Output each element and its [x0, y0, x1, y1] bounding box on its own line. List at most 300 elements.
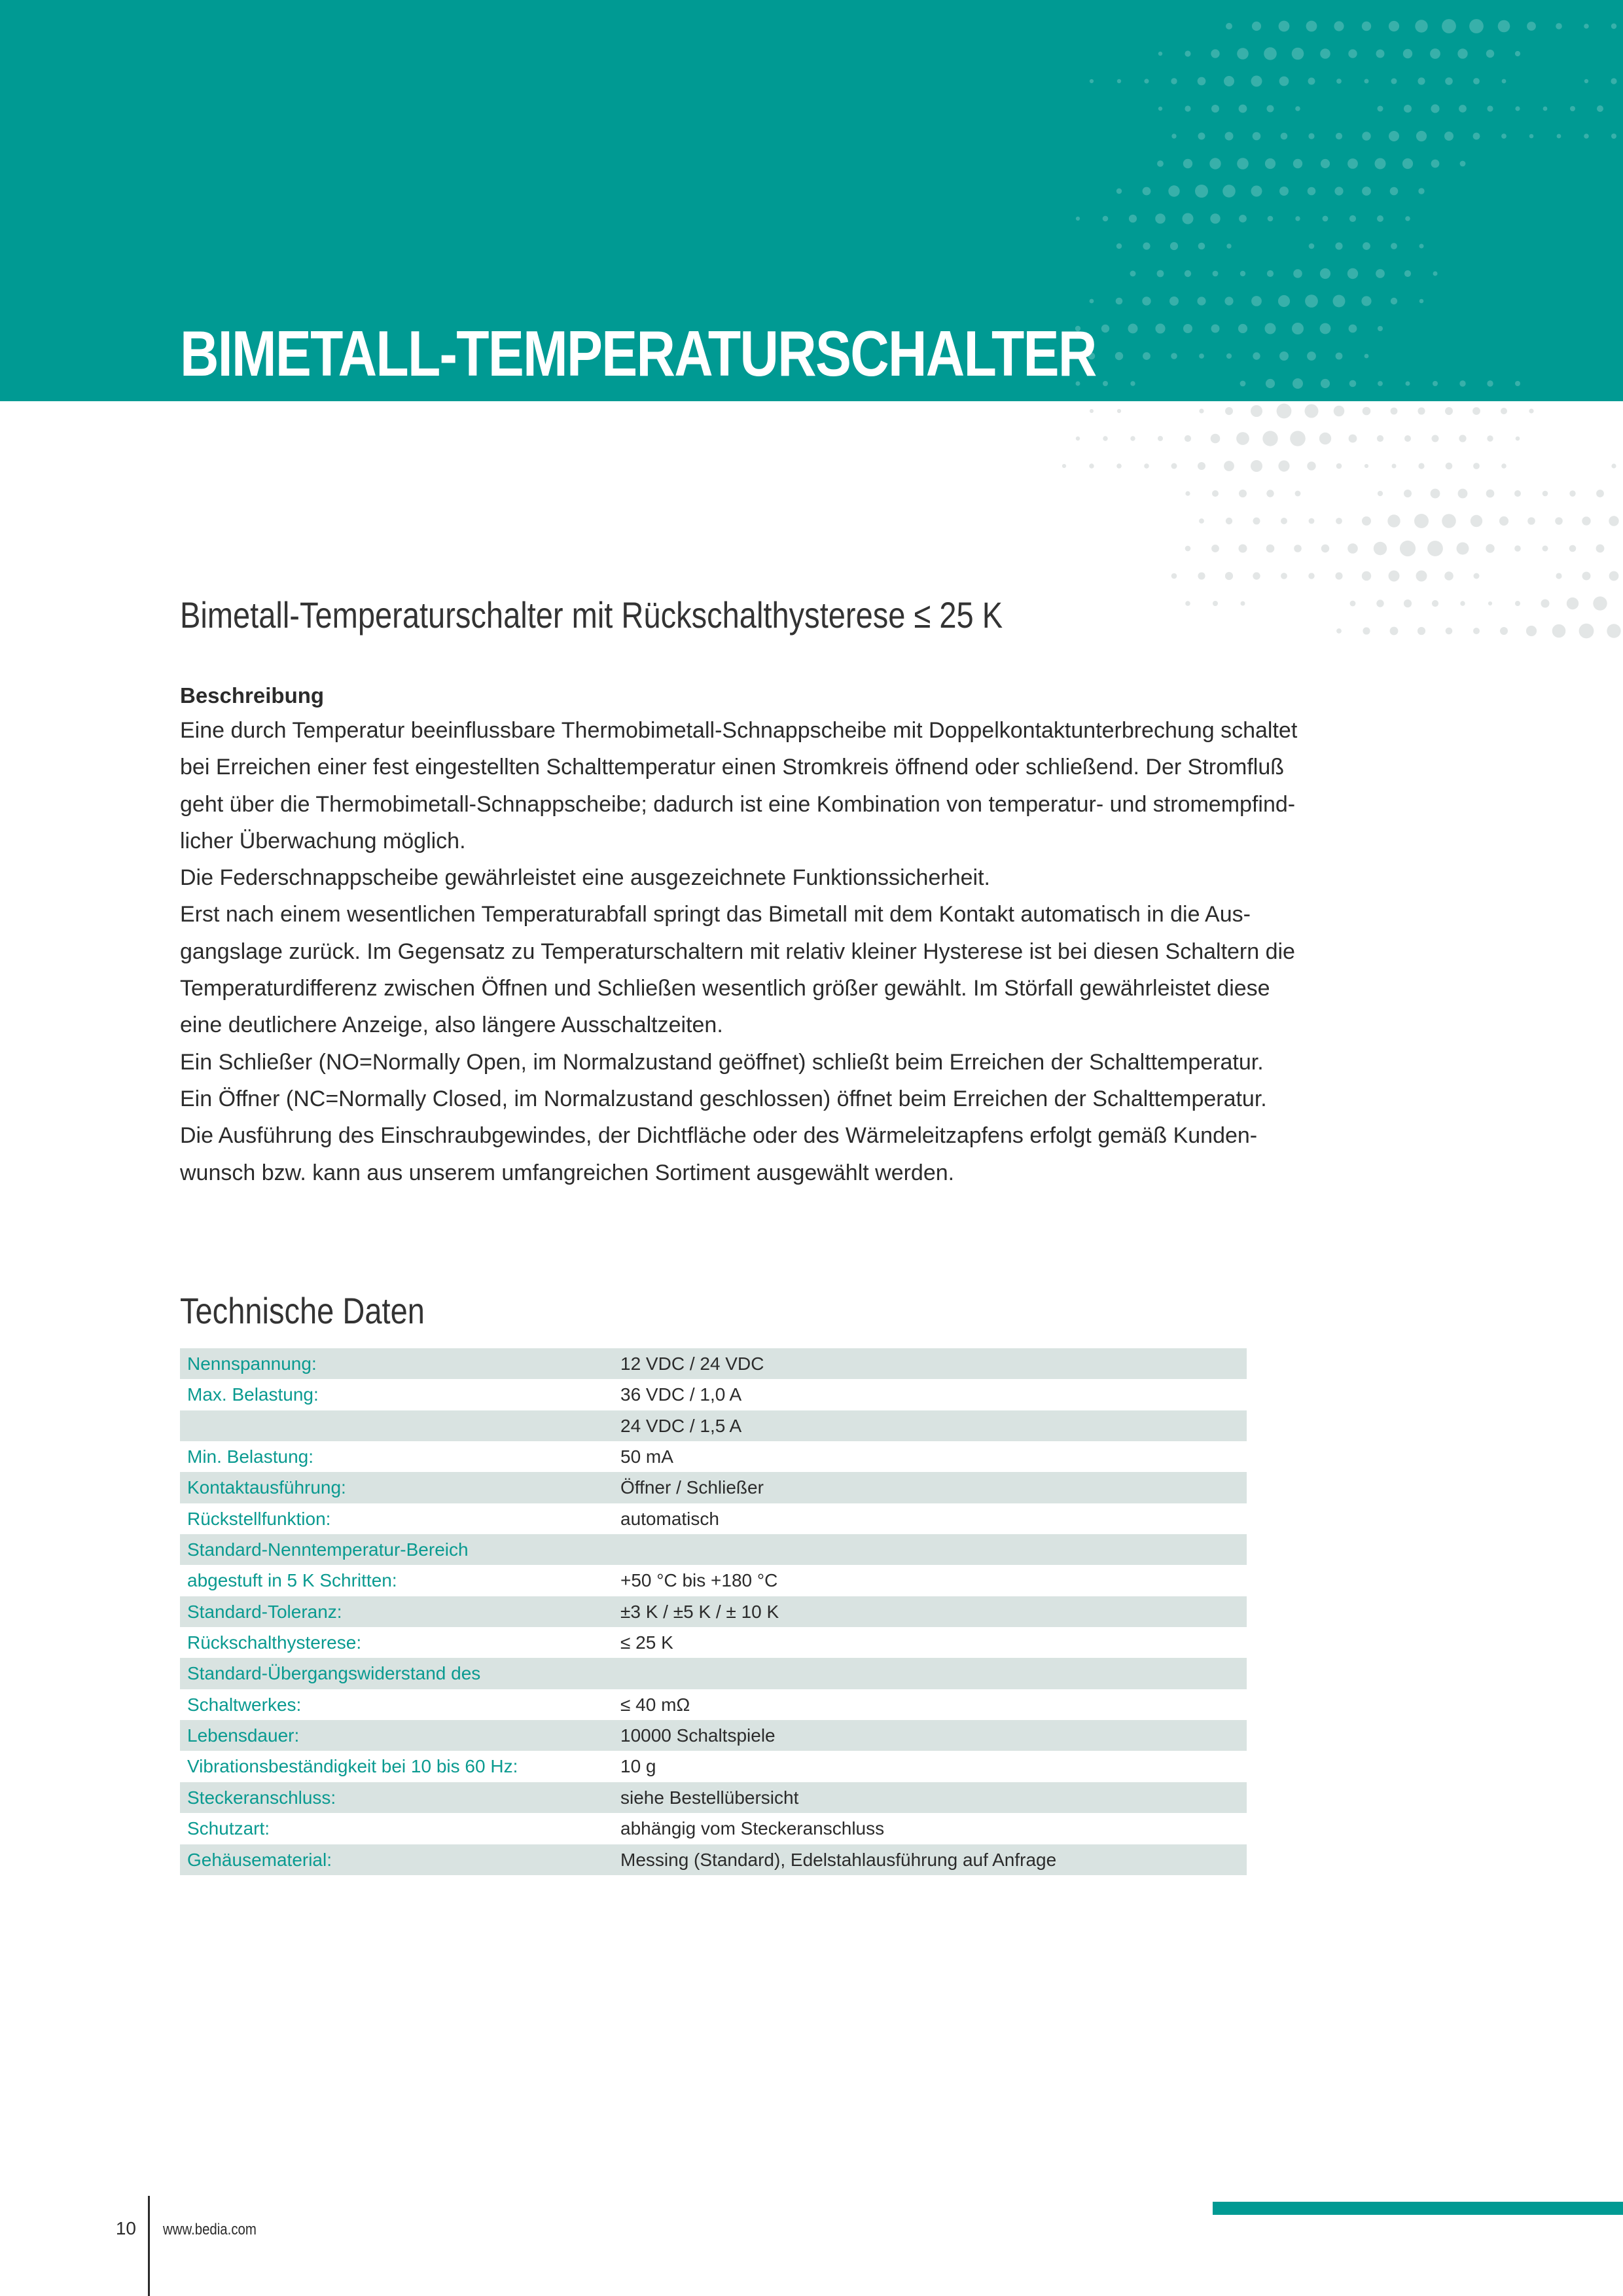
decorative-dot: [1376, 269, 1385, 278]
decorative-dot: [1376, 50, 1385, 58]
decorative-dot: [1349, 325, 1357, 333]
decorative-dot: [1473, 628, 1480, 634]
decorative-dot: [1266, 490, 1274, 497]
description-line: bei Erreichen einer fest eingestellten Schalttemperatur einen Stromkreis öffnend oder schließend. Der Stromfluß: [180, 755, 1285, 780]
decorative-dot: [1363, 407, 1371, 416]
decorative-dot: [1281, 573, 1287, 579]
decorative-dot: [1168, 185, 1179, 196]
decorative-dot: [1293, 159, 1302, 168]
decorative-dot: [1446, 463, 1453, 470]
decorative-dot: [1515, 51, 1520, 56]
spec-label: Vibrationsbeständigkeit bei 10 bis 60 Hz:: [187, 1756, 518, 1777]
decorative-dot: [1499, 516, 1508, 526]
spec-row: [180, 1720, 1247, 1751]
decorative-dot: [1321, 379, 1330, 388]
decorative-dot: [1335, 572, 1342, 579]
decorative-dot: [1391, 243, 1397, 249]
decorative-dot: [1225, 132, 1234, 141]
decorative-dot: [1116, 298, 1123, 305]
decorative-dot: [1101, 325, 1109, 332]
decorative-dot: [1596, 545, 1605, 553]
decorative-dot: [1582, 572, 1591, 581]
decorative-dot: [1597, 105, 1603, 112]
decorative-dot: [1143, 242, 1150, 249]
decorative-dot: [1239, 545, 1247, 553]
decorative-dot: [1307, 461, 1315, 470]
decorative-dot: [1473, 78, 1480, 84]
decorative-dot: [1347, 158, 1358, 169]
decorative-dot: [1199, 408, 1204, 413]
decorative-dot: [1473, 463, 1480, 469]
decorative-dot: [1290, 431, 1306, 446]
decorative-dot: [1404, 105, 1412, 113]
decorative-dot: [1596, 490, 1604, 497]
decorative-dot: [1295, 216, 1300, 221]
decorative-dot: [1279, 77, 1289, 86]
decorative-dot: [1442, 19, 1456, 33]
decorative-dot: [1418, 463, 1424, 469]
decorative-dot: [1584, 79, 1588, 83]
decorative-dot: [1076, 217, 1080, 221]
decorative-dot: [1321, 159, 1330, 168]
spec-value: 50 mA: [620, 1446, 673, 1467]
decorative-dot: [1334, 406, 1345, 417]
decorative-dot: [1567, 598, 1578, 609]
decorative-dot: [1171, 573, 1177, 579]
decorative-dot: [1336, 79, 1342, 84]
decorative-dot: [1211, 49, 1219, 58]
decorative-dot: [1236, 432, 1249, 445]
decorative-dot: [1294, 545, 1302, 552]
decorative-dot: [1334, 21, 1344, 31]
decorative-dot: [1364, 354, 1369, 359]
decorative-dot: [1320, 268, 1330, 279]
decorative-dot: [1169, 296, 1179, 306]
decorative-dot: [1378, 326, 1383, 331]
page-number: 10: [115, 2218, 136, 2238]
decorative-dot: [1130, 436, 1135, 440]
decorative-dot: [1226, 353, 1232, 359]
decorative-dot: [1543, 107, 1548, 111]
spec-value: ≤ 25 K: [620, 1632, 673, 1653]
footer-url: www.bedia.com: [163, 2221, 257, 2238]
decorative-dot: [1348, 49, 1357, 58]
decorative-dot: [1183, 213, 1194, 224]
decorative-dot: [1224, 461, 1234, 471]
decorative-dot: [1607, 624, 1620, 637]
decorative-dot: [1389, 131, 1399, 141]
decorative-dot: [1378, 491, 1383, 496]
decorative-dot: [1117, 79, 1121, 83]
decorative-dot: [1552, 624, 1566, 638]
decorative-dot: [1225, 407, 1233, 415]
decorative-dot: [1281, 518, 1287, 524]
decorative-dot: [1279, 351, 1289, 361]
spec-row: [180, 1565, 1247, 1596]
spec-table: [180, 1348, 1247, 1875]
decorative-dot: [1183, 159, 1192, 168]
decorative-dot: [1418, 188, 1424, 194]
decorative-dot: [1460, 161, 1466, 167]
decorative-dot: [1240, 381, 1246, 387]
decorative-dot: [1515, 381, 1520, 386]
decorative-dot: [1239, 105, 1247, 113]
decorative-dot: [1333, 295, 1346, 308]
decorative-dot: [1444, 132, 1454, 141]
decorative-dot: [1471, 515, 1482, 527]
decorative-dot: [1336, 518, 1342, 524]
decorative-dot: [1144, 463, 1149, 469]
decorative-dot: [1555, 517, 1563, 525]
decorative-dot: [1279, 21, 1290, 32]
decorative-dot: [1143, 352, 1150, 360]
decorative-dot: [1103, 216, 1109, 222]
decorative-dot: [1390, 187, 1399, 196]
decorative-dot: [1265, 323, 1276, 334]
decorative-dot: [1516, 437, 1520, 441]
decorative-dot: [1374, 542, 1387, 555]
decorative-dot: [1185, 50, 1190, 56]
spec-value: +50 °C bis +180 °C: [620, 1570, 778, 1591]
decorative-dot: [1378, 106, 1383, 112]
decorative-dot: [1199, 353, 1204, 359]
decorative-dot: [1459, 435, 1466, 442]
spec-row: [180, 1348, 1247, 1379]
spec-row: [180, 1658, 1247, 1689]
decorative-dot: [1336, 463, 1342, 469]
decorative-dot: [1427, 541, 1443, 556]
decorative-dot: [1226, 23, 1232, 29]
decorative-dot: [1155, 323, 1165, 333]
decorative-dot: [1185, 435, 1191, 442]
decorative-dot: [1116, 243, 1122, 249]
decorative-dot: [1469, 19, 1484, 33]
spec-label: Min. Belastung:: [187, 1446, 313, 1467]
decorative-dot: [1611, 24, 1616, 29]
decorative-dot: [1543, 546, 1548, 552]
spec-value: Öffner / Schließer: [620, 1477, 764, 1498]
decorative-dot: [1157, 160, 1164, 167]
decorative-dot: [1253, 572, 1260, 579]
decorative-dot: [1278, 460, 1289, 471]
decorative-dot: [1362, 22, 1371, 31]
decorative-dot: [1336, 628, 1342, 634]
decorative-dot: [1211, 325, 1220, 333]
decorative-dot: [1320, 48, 1330, 59]
decorative-dot: [1319, 433, 1331, 444]
decorative-dot: [1309, 243, 1315, 249]
decorative-dot: [1459, 380, 1465, 386]
decorative-dot: [1487, 435, 1493, 441]
decorative-dot: [1515, 106, 1520, 111]
spec-label: Standard-Übergangswiderstand des: [187, 1663, 481, 1684]
decorative-dot: [1404, 600, 1412, 607]
decorative-dot: [1349, 380, 1357, 387]
spec-value: automatisch: [620, 1508, 719, 1529]
decorative-dot: [1237, 158, 1249, 170]
decorative-dot: [1253, 132, 1261, 141]
decorative-dot: [1582, 516, 1590, 525]
decorative-dot: [1457, 48, 1467, 58]
decorative-dot: [1611, 463, 1616, 468]
spec-label: Schutzart:: [187, 1818, 270, 1839]
decorative-dot: [1128, 324, 1138, 334]
decorative-dot: [1237, 48, 1249, 60]
decorative-dot: [1320, 323, 1331, 334]
decorative-dot: [1251, 460, 1262, 472]
decorative-dot: [1391, 79, 1397, 84]
decorative-dot: [1089, 463, 1094, 468]
decorative-dot: [1198, 77, 1206, 86]
decorative-dot: [1416, 131, 1427, 141]
decorative-dot: [1090, 79, 1094, 83]
decorative-dot: [1251, 405, 1262, 417]
spec-value: ±3 K / ±5 K / ± 10 K: [620, 1601, 779, 1622]
decorative-dot: [1611, 78, 1616, 84]
decorative-dot: [1556, 23, 1562, 29]
decorative-dot: [1224, 296, 1233, 305]
decorative-dot: [1593, 596, 1607, 610]
decorative-dot: [1362, 187, 1371, 196]
decorative-dot: [1308, 573, 1314, 579]
decorative-dot: [1226, 243, 1231, 248]
decorative-dot: [1414, 514, 1429, 528]
decorative-dot: [1502, 79, 1507, 84]
decorative-dot: [1266, 379, 1275, 388]
decorative-dot: [1403, 49, 1412, 58]
decorative-dot: [1400, 541, 1416, 556]
decorative-dot: [1486, 544, 1494, 552]
decorative-dot: [1142, 296, 1150, 305]
decorative-dot: [1307, 351, 1316, 361]
decorative-dot: [1185, 105, 1190, 111]
decorative-dot: [1213, 601, 1218, 606]
spec-label: Rückschalthysterese:: [187, 1632, 362, 1653]
decorative-dot: [1349, 435, 1357, 443]
description-line: Ein Öffner (NC=Normally Closed, im Normalzustand geschlossen) öffnet beim Erreichen der Schalttemperatur.: [180, 1086, 1267, 1111]
decorative-dot: [1431, 160, 1440, 168]
spec-value: abhängig vom Steckeranschluss: [620, 1818, 885, 1839]
decorative-dot: [1391, 408, 1398, 415]
decorative-dot: [1418, 77, 1425, 84]
spec-label: abgestuft in 5 K Schritten:: [187, 1570, 397, 1591]
decorative-dot: [1387, 514, 1400, 527]
decorative-dot: [1364, 79, 1369, 84]
spec-label: Schaltwerkes:: [187, 1694, 302, 1715]
decorative-dot: [1239, 490, 1247, 497]
decorative-dot: [1130, 271, 1136, 277]
decorative-dot: [1281, 133, 1288, 140]
decorative-dot: [1155, 213, 1166, 224]
description-body: [180, 712, 1371, 1191]
decorative-dot: [1171, 134, 1176, 138]
decorative-dot: [1347, 543, 1358, 554]
decorative-dot: [1362, 132, 1370, 140]
description-line: Temperaturdifferenz zwischen Öffnen und Schließen wesentlich größer gewählt. Im Störfall gewährleistet diese: [180, 976, 1270, 1001]
decorative-dot: [1211, 545, 1219, 552]
decorative-dot: [1238, 324, 1247, 333]
decorative-dot: [1292, 323, 1304, 334]
decorative-dot: [1405, 216, 1410, 221]
decorative-dot: [1265, 158, 1275, 169]
decorative-dot: [1213, 271, 1219, 277]
decorative-dot: [1527, 517, 1535, 525]
decorative-dot: [1569, 545, 1577, 552]
decorative-dot: [1515, 601, 1520, 606]
spec-value: 10 g: [620, 1756, 656, 1777]
decorative-dot: [1446, 628, 1453, 635]
spec-row: [180, 1596, 1247, 1627]
decorative-dot: [1212, 490, 1219, 497]
spec-label: Lebensdauer:: [187, 1725, 300, 1746]
decorative-dot: [1171, 463, 1177, 469]
decorative-dot: [1501, 463, 1507, 469]
decorative-dot: [1251, 186, 1262, 197]
decorative-dot: [1158, 107, 1162, 111]
decorative-dot: [1171, 353, 1177, 359]
decorative-dot: [1309, 518, 1315, 524]
decorative-dot: [1185, 270, 1191, 277]
decorative-dot: [1486, 490, 1495, 498]
decorative-dot: [1362, 571, 1371, 581]
decorative-dot: [1062, 464, 1066, 468]
decorative-dot: [1487, 105, 1493, 111]
decorative-dot: [1514, 545, 1521, 552]
decorative-dot: [1404, 435, 1411, 442]
decorative-dot: [1501, 134, 1507, 139]
decorative-dot: [1198, 243, 1205, 250]
decorative-dot: [1198, 572, 1205, 579]
description-line: Erst nach einem wesentlichen Temperaturabfall springt das Bimetall mit dem Kontakt automatisch in die Aus-: [180, 902, 1251, 927]
decorative-dot: [1266, 545, 1275, 553]
decorative-dot: [1431, 489, 1440, 499]
description-line: Eine durch Temperatur beeinflussbare Thermobimetall-Schnappscheibe mit Doppelkontaktunterbrechung schaltet: [180, 718, 1298, 743]
decorative-dot: [1445, 407, 1453, 415]
spec-row: [180, 1813, 1247, 1844]
decorative-dot: [1198, 462, 1205, 470]
decorative-dot: [1130, 381, 1135, 386]
decorative-dot: [1391, 298, 1397, 304]
spec-label: Standard-Toleranz:: [187, 1601, 342, 1622]
decorative-dot: [1090, 409, 1094, 413]
description-line: gangslage zurück. Im Gegensatz zu Temperaturschaltern mit relativ kleiner Hysterese ist bei diesen Schaltern die: [180, 939, 1295, 964]
decorative-dot: [1198, 133, 1205, 140]
decorative-dot: [1199, 518, 1204, 524]
decorative-dot: [1103, 436, 1107, 440]
description-line: geht über die Thermobimetall-Schnappscheibe; dadurch ist eine Kombination von temperatur- und stromempfind-: [180, 791, 1296, 817]
decorative-dot: [1277, 404, 1292, 419]
decorative-dot: [1144, 79, 1149, 83]
decorative-dot: [1363, 627, 1370, 634]
decorative-dot: [1375, 158, 1386, 170]
decorative-dot: [1116, 463, 1122, 469]
decorative-dot: [1419, 244, 1424, 249]
decorative-dot: [1527, 22, 1536, 31]
decorative-dot: [1252, 22, 1261, 31]
spec-label: Standard-Nenntemperatur-Bereich: [187, 1539, 469, 1560]
decorative-dot: [1514, 490, 1521, 497]
spec-label: Max. Belastung:: [187, 1384, 319, 1405]
decorative-dot: [1308, 78, 1315, 85]
spec-value: 10000 Schaltspiele: [620, 1725, 776, 1746]
spec-row: [180, 1472, 1247, 1503]
decorative-dot: [1253, 352, 1260, 359]
spec-label: Kontaktausführung:: [187, 1477, 346, 1498]
decorative-dot: [1267, 270, 1274, 277]
decorative-dot: [1457, 543, 1469, 555]
decorative-dot: [1103, 381, 1108, 386]
decorative-dot: [1389, 571, 1400, 582]
decorative-dot: [1251, 76, 1262, 87]
decorative-dot: [1419, 299, 1424, 304]
decorative-dot: [1090, 299, 1094, 304]
decorative-dot: [1529, 134, 1534, 139]
spec-row: [180, 1782, 1247, 1813]
description-line: wunsch bzw. kann aus unserem umfangreichen Sortiment ausgewählt werden.: [180, 1160, 955, 1185]
decorative-dot: [1158, 436, 1163, 441]
decorative-dot: [1267, 105, 1274, 113]
decorative-dot: [1185, 601, 1190, 606]
decorative-dot: [1323, 216, 1329, 222]
spec-row: [180, 1441, 1247, 1472]
decorative-dot: [1459, 105, 1467, 113]
decorative-dot: [1170, 242, 1178, 250]
description-line: licher Überwachung möglich.: [180, 828, 466, 853]
decorative-dot: [1240, 271, 1245, 276]
decorative-dot: [1295, 106, 1300, 111]
decorative-dot: [1526, 626, 1537, 636]
spec-label: Rückstellfunktion:: [187, 1508, 331, 1529]
section-subtitle: Bimetall-Temperaturschalter mit Rückschalthysterese ≤ 25 K: [180, 594, 1003, 636]
decorative-dot: [1209, 158, 1221, 169]
decorative-dot: [1362, 516, 1371, 526]
decorative-dot: [1334, 187, 1343, 195]
decorative-dot: [1389, 21, 1399, 31]
decorative-dot: [1541, 600, 1550, 608]
decorative-dot: [1211, 434, 1221, 444]
decorative-dot: [1404, 490, 1412, 497]
decorative-dot: [1498, 20, 1510, 33]
decorative-dot: [1570, 106, 1575, 111]
decorative-dot: [1609, 516, 1618, 526]
decorative-dot: [1295, 491, 1301, 497]
description-heading: Beschreibung: [180, 683, 325, 708]
decorative-dot: [1305, 404, 1319, 418]
decorative-dot: [1268, 216, 1274, 222]
decorative-dot: [1226, 518, 1232, 524]
spec-value: 12 VDC / 24 VDC: [620, 1354, 764, 1374]
decorative-dot: [1543, 491, 1548, 497]
decorative-dot: [1171, 78, 1177, 84]
decorative-dot: [1415, 20, 1427, 32]
decorative-dot: [1431, 104, 1439, 113]
decorative-dot: [1350, 601, 1356, 607]
spec-row: [180, 1379, 1247, 1410]
decorative-dot: [1529, 408, 1533, 413]
decorative-dot: [1584, 24, 1589, 29]
description-line: Die Federschnappscheibe gewährleistet eine ausgezeichnete Funktionssicherheit.: [180, 865, 990, 891]
decorative-dot: [1185, 546, 1191, 552]
decorative-dot: [1432, 600, 1438, 607]
spec-row: [180, 1751, 1247, 1782]
decorative-dot: [1416, 571, 1427, 582]
decorative-dot: [1486, 50, 1494, 58]
decorative-dot: [1241, 601, 1245, 606]
decorative-dot: [1253, 518, 1260, 525]
decorative-dot: [1347, 268, 1358, 279]
decorative-dot: [1444, 571, 1454, 581]
decorative-dot: [1197, 296, 1205, 305]
